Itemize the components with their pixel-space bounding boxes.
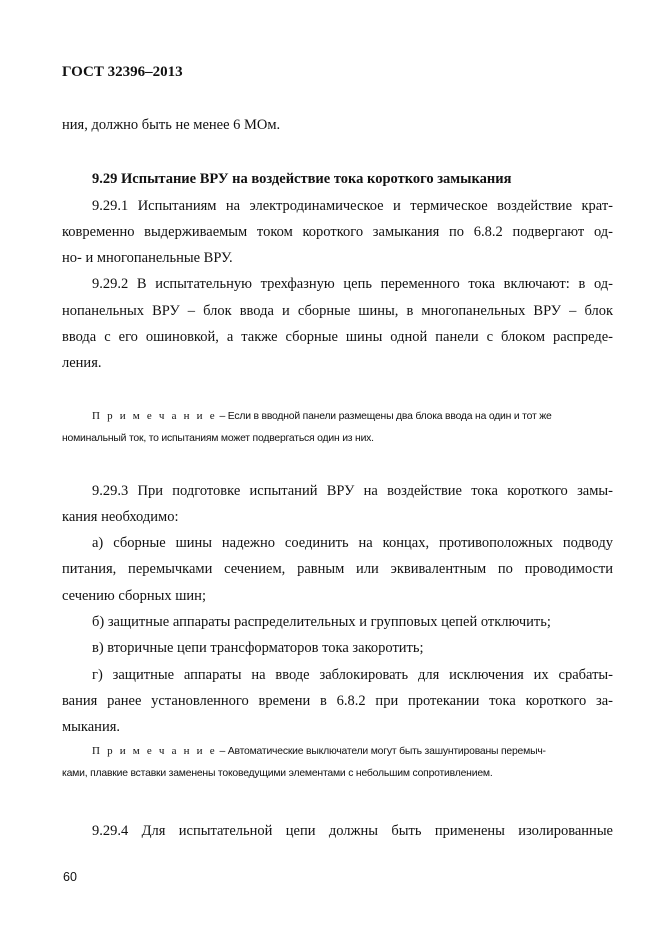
paragraph-line: 9.29.2 В испытательную трехфазную цепь переменного тока включают: в од- [92, 276, 613, 292]
paragraph-line: но- и многопанельные ВРУ. [62, 250, 233, 266]
paragraph-line: ковременно выдерживаемым током короткого замыкания по 6.8.2 подвергают од- [62, 224, 613, 240]
paragraph-line: ления. [62, 355, 102, 371]
paragraph-line: ввода с его ошиновкой, а также сборные шины одной панели с блоком распреде- [62, 329, 613, 345]
list-item-line: а) сборные шины надежно соединить на концах, противоположных подводу [92, 535, 613, 551]
section-heading: 9.29 Испытание ВРУ на воздействие тока короткого замыкания [92, 171, 512, 187]
paragraph-line: 9.29.4 Для испытательной цепи должны быть применены изолированные [92, 823, 613, 839]
paragraph-line: 9.29.1 Испытаниям на электродинамическое и термическое воздействие крат- [92, 198, 613, 214]
note-text: – Если в вводной панели размещены два блока ввода на один и тот же [216, 411, 552, 422]
paragraph-line: кания необходимо: [62, 509, 179, 525]
list-item-line: г) защитные аппараты на вводе заблокировать для исключения их срабаты- [92, 667, 613, 683]
note-line [92, 409, 613, 424]
list-item-line: б) защитные аппараты распределительных и групповых цепей отключить; [92, 614, 551, 630]
note-line [92, 744, 613, 759]
list-item-line: сечению сборных шин; [62, 588, 206, 604]
paragraph-line: 9.29.3 При подготовке испытаний ВРУ на воздействие тока короткого замы- [92, 483, 613, 499]
note-label: П р и м е ч а н и е [92, 745, 217, 757]
list-item-line: в) вторичные цепи трансформаторов тока закоротить; [92, 640, 424, 656]
continuation-line: ния, должно быть не менее 6 МОм. [62, 117, 281, 133]
note-line: номинальный ток, то испытаниям может подвергаться один из них. [62, 433, 374, 444]
document-header: ГОСТ 32396–2013 [62, 64, 183, 80]
note-line: ками, плавкие вставки заменены токоведущими элементами с небольшим сопротивлением. [62, 768, 493, 779]
note-text: – Автоматические выключатели могут быть зашунтированы перемыч- [216, 746, 546, 757]
page-number: 60 [63, 870, 77, 884]
paragraph-line: нопанельных ВРУ – блок ввода и сборные шины, в многопанельных ВРУ – блок [62, 303, 613, 319]
list-item-line: питания, перемычками сечением, равным или эквивалентным по проводимости [62, 561, 613, 577]
list-item-line: вания ранее установленного времени в 6.8.2 при протекании тока короткого за- [62, 693, 613, 709]
note-label: П р и м е ч а н и е [92, 410, 217, 422]
list-item-line: мыкания. [62, 719, 120, 735]
